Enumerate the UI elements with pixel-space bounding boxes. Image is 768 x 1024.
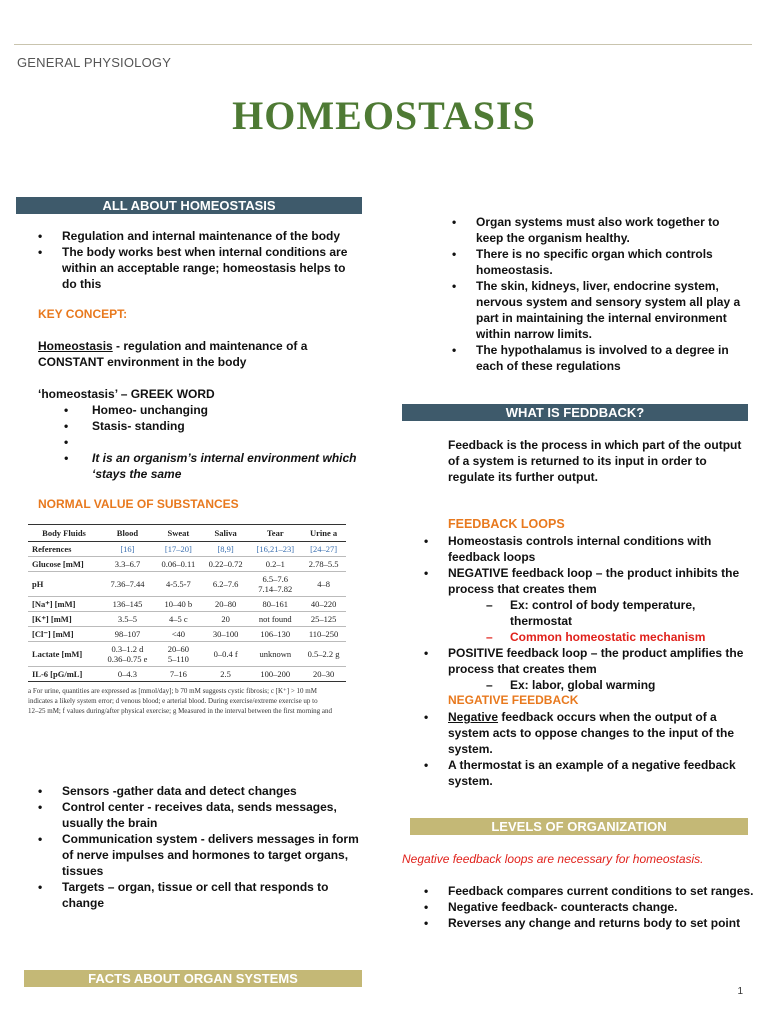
table-cell: [16] [100,542,155,557]
list-item: • The body works best when internal conditions are within an acceptable range; homeostasis helps to do this [32,244,362,292]
list-item-example: – Ex: labor, global warming [418,677,758,693]
table-body [28,542,346,682]
table-cell: 10–40 b [155,597,202,612]
body-fluids-table [28,524,346,682]
footnote-line: a For urine, quantities are expressed as [mmol/day]; b 70 mM suggests cystic fibrosis; c [K⁺] > 10 mM [28,687,317,695]
table-row [28,542,346,557]
greek-list [32,402,362,482]
table-row [28,627,346,642]
table-header-cell: Sweat [155,525,202,542]
list-item-empty [32,434,362,450]
list-item: • Communication system - delivers messages in form of nerve impulses and hormones to target organs, tissues [32,831,362,879]
list-item: • It is an organism’s internal environment which ‘stays the same [32,450,362,482]
table-cell: 136–145 [100,597,155,612]
feedback-loops-list [418,533,758,693]
list-item: • POSITIVE feedback loop – the product amplifies the process that creates them [418,645,758,677]
table-cell: 20 [202,612,249,627]
definition-text: - regulation and maintenance of a CONSTANT environment in the body [38,339,308,369]
red-italic-note: Negative feedback loops are necessary for homeostasis. [402,852,704,866]
table-row [28,572,346,597]
table-cell: 25–125 [301,612,346,627]
table-cell: unknown [249,642,301,667]
table-row [28,612,346,627]
table-cell: 100–200 [249,667,301,682]
section-bar-feedback: WHAT IS FEDDBACK? [402,404,748,421]
table-cell: 7.36–7.44 [100,572,155,597]
normal-values-label: NORMAL VALUE OF SUBSTANCES [38,497,239,511]
table-cell: 20–60 5–110 [155,642,202,667]
list-item: • Homeo- unchanging [32,402,362,418]
list-item [418,709,748,757]
table-cell: 3.5–5 [100,612,155,627]
table-cell: 6.2–7.6 [202,572,249,597]
table-header-cell: Urine a [301,525,346,542]
negative-text: feedback occurs when the output of a system acts to oppose changes to the input of the system. [448,710,735,756]
feedback-definition: Feedback is the process in which part of the output of a system is returned to its input in order to regulate its further output. [448,438,742,484]
table-cell: 0–4.3 [100,667,155,682]
table-header-cell: Tear [249,525,301,542]
table-cell: [17–20] [155,542,202,557]
table-header-cell: Saliva [202,525,249,542]
table-cell: 6.5–7.6 7.14–7.82 [249,572,301,597]
table-row-header: [Na⁺] [mM] [28,597,100,612]
table-row [28,557,346,572]
table-cell: [8,9] [202,542,249,557]
table-cell: 4–5 c [155,612,202,627]
table-cell: not found [249,612,301,627]
table-header-cell: Blood [100,525,155,542]
feedback-loops-label: FEEDBACK LOOPS [448,517,565,531]
list-item: • Stasis- standing [32,418,362,434]
list-item: • The hypothalamus is involved to a degree in each of these regulations [446,342,746,374]
table-cell: 0.5–2.2 g [301,642,346,667]
definition-term: Homeostasis [38,339,113,353]
list-item: • Control center - receives data, sends messages, usually the brain [32,799,362,831]
table-cell: 7–16 [155,667,202,682]
list-item-example: – Ex: control of body temperature, thermostat [418,597,758,629]
table-cell: 3.3–6.7 [100,557,155,572]
table-cell: 0.22–0.72 [202,557,249,572]
body-fluids-table-figure [28,524,374,716]
list-item-example-red: – Common homeostatic mechanism [418,629,758,645]
key-concept-label: KEY CONCEPT: [38,307,128,321]
table-row-header: [Cl⁻] [mM] [28,627,100,642]
footnote-line: indicates a likely system error; d venous blood; e arterial blood. During exercise/extreme exercise up to [28,697,318,705]
list-item: • Negative feedback- counteracts change. [418,899,758,915]
section-bar-organ-systems: FACTS ABOUT ORGAN SYSTEMS [24,970,362,987]
list-item: • There is no specific organ which controls homeostasis. [446,246,746,278]
table-row [28,667,346,682]
negative-feedback-list [418,709,748,789]
greek-word-line: ‘homeostasis’ – GREEK WORD [38,387,215,401]
negative-term: Negative [448,710,499,724]
list-item: • Feedback compares current conditions to set ranges. [418,883,758,899]
page-title: HOMEOSTASIS [232,93,536,138]
table-row-header: Lactate [mM] [28,642,100,667]
list-item: • Regulation and internal maintenance of the body [32,228,362,244]
list-item: • Homeostasis controls internal conditions with feedback loops [418,533,758,565]
components-list [32,783,362,911]
table-cell: 2.78–5.5 [301,557,346,572]
subject-header: GENERAL PHYSIOLOGY [17,55,172,70]
table-header-cell: Body Fluids [28,525,100,542]
list-item: • A thermostat is an example of a negative feedback system. [418,757,748,789]
table-cell: 20–30 [301,667,346,682]
footnote-line: 12–25 mM; f values during/after physical exercise; g Measured in the interval between the first morning and [28,707,333,715]
page-number: 1 [737,986,743,997]
table-header-row [28,525,346,542]
table-row [28,642,346,667]
table-cell: 0.06–0.11 [155,557,202,572]
table-cell: 2.5 [202,667,249,682]
organ-systems-list [446,214,746,374]
table-footnote [28,686,374,716]
table-row-header: pH [28,572,100,597]
table-row-header: References [28,542,100,557]
table-cell: 106–130 [249,627,301,642]
section-bar-all-about: ALL ABOUT HOMEOSTASIS [16,197,362,214]
levels-list [418,883,758,931]
table-cell: 0.2–1 [249,557,301,572]
table-row-header: IL-6 [pG/mL] [28,667,100,682]
table-cell: 30–100 [202,627,249,642]
homeostasis-definition [38,338,338,370]
table-cell: [16,21–23] [249,542,301,557]
list-item: • The skin, kidneys, liver, endocrine system, nervous system and sensory system all play a part in maintaining the internal environment within narrow limits. [446,278,746,342]
intro-list [32,228,362,292]
list-item: • Organ systems must also work together to keep the organism healthy. [446,214,746,246]
table-cell: [24–27] [301,542,346,557]
list-item: • Targets – organ, tissue or cell that responds to change [32,879,362,911]
table-cell: 80–161 [249,597,301,612]
table-cell: 4–8 [301,572,346,597]
table-cell: 4-5.5-7 [155,572,202,597]
table-cell: 0–0.4 f [202,642,249,667]
list-item: • Sensors -gather data and detect changes [32,783,362,799]
section-bar-levels: LEVELS OF ORGANIZATION [410,818,748,835]
list-item: • NEGATIVE feedback loop – the product inhibits the process that creates them [418,565,758,597]
table-cell: 110–250 [301,627,346,642]
negative-feedback-label: NEGATIVE FEEDBACK [448,693,579,707]
table-row [28,597,346,612]
table-cell: 98–107 [100,627,155,642]
table-cell: 40–220 [301,597,346,612]
list-item: • Reverses any change and returns body to set point [418,915,758,931]
table-row-header: [K⁺] [mM] [28,612,100,627]
table-row-header: Glucose [mM] [28,557,100,572]
table-cell: 20–80 [202,597,249,612]
table-cell: 0.3–1.2 d 0.36–0.75 e [100,642,155,667]
table-cell: <40 [155,627,202,642]
top-rule [14,44,752,45]
